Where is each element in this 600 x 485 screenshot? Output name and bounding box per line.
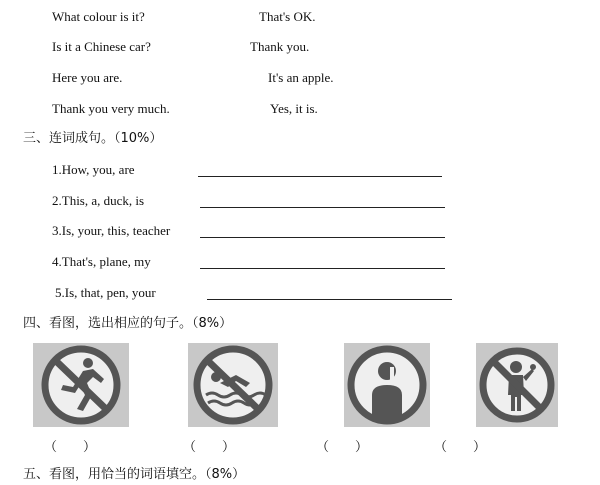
match-left-1: What colour is it? [52,9,145,24]
match-left-4: Thank you very much. [52,101,170,116]
no-swimming-icon [188,343,278,427]
sentence-item-4: 4.That's, plane, my [52,254,151,269]
answer-blank-1[interactable] [198,176,442,177]
match-right-4: Yes, it is. [270,101,318,116]
answer-blank-4[interactable] [200,268,445,269]
section5-title: 五、看图，用恰当的词语填空。（8%） [23,467,246,482]
match-left-2: Is it a Chinese car? [52,39,151,54]
quiet-please-icon [344,343,430,427]
match-right-2: Thank you. [250,39,310,54]
answer-paren-1[interactable]: （ ） [44,439,97,454]
answer-paren-4[interactable]: （ ） [434,439,487,454]
no-eating-icon [476,343,558,427]
answer-blank-2[interactable] [200,207,445,208]
section3-title: 三、连词成句。（10%） [23,131,163,146]
sentence-item-1: 1.How, you, are [52,162,135,177]
no-running-icon [33,343,129,427]
match-right-3: It's an apple. [268,70,334,85]
match-left-3: Here you are. [52,70,123,85]
answer-paren-2[interactable]: （ ） [183,439,236,454]
answer-blank-3[interactable] [200,237,445,238]
sentence-item-5: 5.Is, that, pen, your [55,285,156,300]
sentence-item-3: 3.Is, your, this, teacher [52,223,171,238]
match-right-1: That's OK. [259,9,316,24]
sentence-item-2: 2.This, a, duck, is [52,193,145,208]
answer-paren-3[interactable]: （ ） [316,439,369,454]
section4-title: 四、看图，选出相应的句子。（8%） [23,316,233,331]
answer-blank-5[interactable] [207,299,452,300]
